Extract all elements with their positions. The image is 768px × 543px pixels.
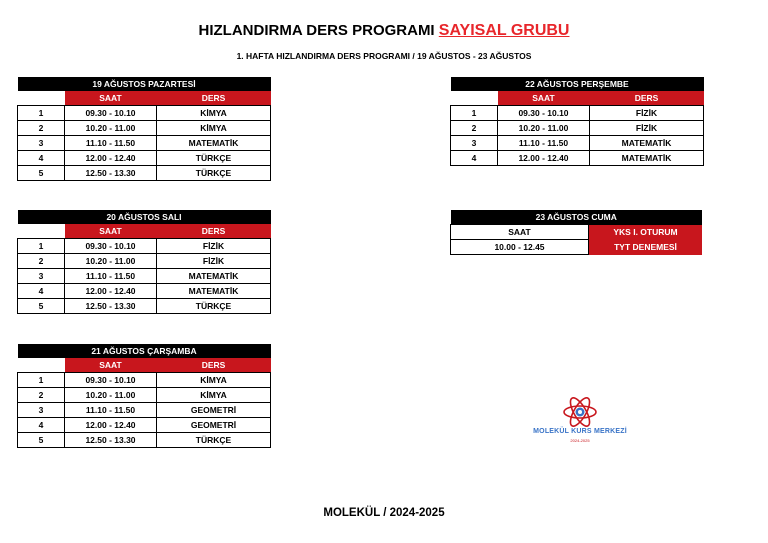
title-highlight: SAYISAL GRUBU bbox=[438, 22, 570, 39]
table-row bbox=[451, 136, 704, 151]
row-number: 2 bbox=[18, 388, 65, 403]
row-number: 4 bbox=[18, 284, 65, 299]
blank-cell bbox=[18, 224, 65, 239]
table-row bbox=[18, 433, 271, 448]
row-subject: TÜRKÇE bbox=[157, 433, 271, 448]
row-number: 1 bbox=[18, 373, 65, 388]
row-time: 09.30 - 10.10 bbox=[498, 106, 590, 121]
row-subject: TÜRKÇE bbox=[157, 151, 271, 166]
day-title: 19 AĞUSTOS PAZARTESİ bbox=[18, 77, 271, 91]
table-row bbox=[451, 121, 704, 136]
schedule-table-day-4 bbox=[450, 77, 704, 166]
schedule-table-day-3 bbox=[17, 344, 271, 448]
day-title: 22 AĞUSTOS PERŞEMBE bbox=[451, 77, 704, 91]
row-time: 10.20 - 11.00 bbox=[65, 254, 157, 269]
row-number: 5 bbox=[18, 299, 65, 314]
row-subject: MATEMATİK bbox=[157, 136, 271, 151]
column-header-saat: SAAT bbox=[451, 225, 589, 240]
row-time: 12.50 - 13.30 bbox=[65, 166, 157, 181]
column-header-ders: DERS bbox=[590, 91, 704, 106]
row-subject: TYT DENEMESİ bbox=[589, 240, 703, 255]
schedule-table-friday bbox=[450, 210, 702, 255]
column-header-saat: SAAT bbox=[65, 224, 157, 239]
page-footer: MOLEKÜL / 2024-2025 bbox=[323, 507, 445, 519]
row-number: 3 bbox=[18, 269, 65, 284]
blank-cell bbox=[18, 91, 65, 106]
table-row bbox=[18, 106, 271, 121]
row-subject: FİZİK bbox=[590, 106, 704, 121]
row-subject: TÜRKÇE bbox=[157, 166, 271, 181]
page-subtitle: 1. HAFTA HIZLANDIRMA DERS PROGRAMI / 19 AĞUSTOS - 23 AĞUSTOS bbox=[236, 51, 532, 61]
table-row bbox=[18, 403, 271, 418]
row-time: 11.10 - 11.50 bbox=[498, 136, 590, 151]
table-row bbox=[18, 136, 271, 151]
row-subject: MATEMATİK bbox=[157, 269, 271, 284]
row-number: 3 bbox=[18, 403, 65, 418]
row-subject: KİMYA bbox=[157, 388, 271, 403]
row-time: 12.00 - 12.40 bbox=[65, 151, 157, 166]
table-row bbox=[18, 299, 271, 314]
row-number: 1 bbox=[18, 239, 65, 254]
column-header-saat: SAAT bbox=[498, 91, 590, 106]
row-subject: FİZİK bbox=[590, 121, 704, 136]
row-number: 2 bbox=[451, 121, 498, 136]
day-title: 23 AĞUSTOS CUMA bbox=[451, 210, 703, 225]
schedule-table-day-2 bbox=[17, 210, 271, 314]
row-number: 1 bbox=[451, 106, 498, 121]
row-subject: FİZİK bbox=[157, 239, 271, 254]
table-row bbox=[18, 166, 271, 181]
logo-name: MOLEKÜL KURS MERKEZİ bbox=[533, 428, 627, 435]
molekul-logo bbox=[524, 394, 636, 450]
day-title: 20 AĞUSTOS SALI bbox=[18, 210, 271, 224]
row-number: 2 bbox=[18, 254, 65, 269]
row-number: 2 bbox=[18, 121, 65, 136]
table-row bbox=[18, 121, 271, 136]
row-subject: KİMYA bbox=[157, 106, 271, 121]
column-header-ders: DERS bbox=[157, 358, 271, 373]
column-header-saat: SAAT bbox=[65, 91, 157, 106]
row-subject: MATEMATİK bbox=[590, 151, 704, 166]
row-number: 4 bbox=[18, 151, 65, 166]
table-row bbox=[18, 269, 271, 284]
page-title bbox=[0, 22, 768, 40]
row-time: 09.30 - 10.10 bbox=[65, 239, 157, 254]
row-time: 09.30 - 10.10 bbox=[65, 373, 157, 388]
row-time: 10.20 - 11.00 bbox=[498, 121, 590, 136]
row-time: 11.10 - 11.50 bbox=[65, 403, 157, 418]
row-subject: GEOMETRİ bbox=[157, 403, 271, 418]
row-time: 10.20 - 11.00 bbox=[65, 388, 157, 403]
row-number: 5 bbox=[18, 166, 65, 181]
day-title: 21 AĞUSTOS ÇARŞAMBA bbox=[18, 344, 271, 358]
row-subject: MATEMATİK bbox=[590, 136, 704, 151]
row-time: 12.50 - 13.30 bbox=[65, 433, 157, 448]
row-number: 4 bbox=[18, 418, 65, 433]
row-subject: GEOMETRİ bbox=[157, 418, 271, 433]
table-row bbox=[451, 106, 704, 121]
table-row bbox=[18, 284, 271, 299]
row-time: 09.30 - 10.10 bbox=[65, 106, 157, 121]
table-row bbox=[451, 151, 704, 166]
row-subject: TÜRKÇE bbox=[157, 299, 271, 314]
row-subject: MATEMATİK bbox=[157, 284, 271, 299]
row-time: 11.10 - 11.50 bbox=[65, 136, 157, 151]
blank-cell bbox=[18, 358, 65, 373]
row-number: 3 bbox=[451, 136, 498, 151]
row-number: 3 bbox=[18, 136, 65, 151]
row-subject: FİZİK bbox=[157, 254, 271, 269]
row-time: 11.10 - 11.50 bbox=[65, 269, 157, 284]
title-main: HIZLANDIRMA DERS PROGRAMI bbox=[198, 22, 435, 39]
row-time: 12.00 - 12.40 bbox=[65, 284, 157, 299]
row-time: 10.20 - 11.00 bbox=[65, 121, 157, 136]
row-subject: KİMYA bbox=[157, 121, 271, 136]
table-row bbox=[18, 373, 271, 388]
row-time: 12.50 - 13.30 bbox=[65, 299, 157, 314]
row-time: 12.00 - 12.40 bbox=[65, 418, 157, 433]
row-time: 12.00 - 12.40 bbox=[498, 151, 590, 166]
table-row bbox=[18, 239, 271, 254]
table-row bbox=[18, 388, 271, 403]
logo-year: 2024-2025 bbox=[570, 438, 590, 443]
table-row bbox=[451, 240, 703, 255]
table-row bbox=[18, 151, 271, 166]
column-header-oturum: YKS I. OTURUM bbox=[589, 225, 703, 240]
row-number: 1 bbox=[18, 106, 65, 121]
column-header-ders: DERS bbox=[157, 224, 271, 239]
row-number: 4 bbox=[451, 151, 498, 166]
column-header-ders: DERS bbox=[157, 91, 271, 106]
row-number: 5 bbox=[18, 433, 65, 448]
blank-cell bbox=[451, 91, 498, 106]
table-row bbox=[18, 254, 271, 269]
row-time: 10.00 - 12.45 bbox=[451, 240, 589, 255]
row-subject: KİMYA bbox=[157, 373, 271, 388]
column-header-saat: SAAT bbox=[65, 358, 157, 373]
schedule-table-day-1 bbox=[17, 77, 271, 181]
table-row bbox=[18, 418, 271, 433]
